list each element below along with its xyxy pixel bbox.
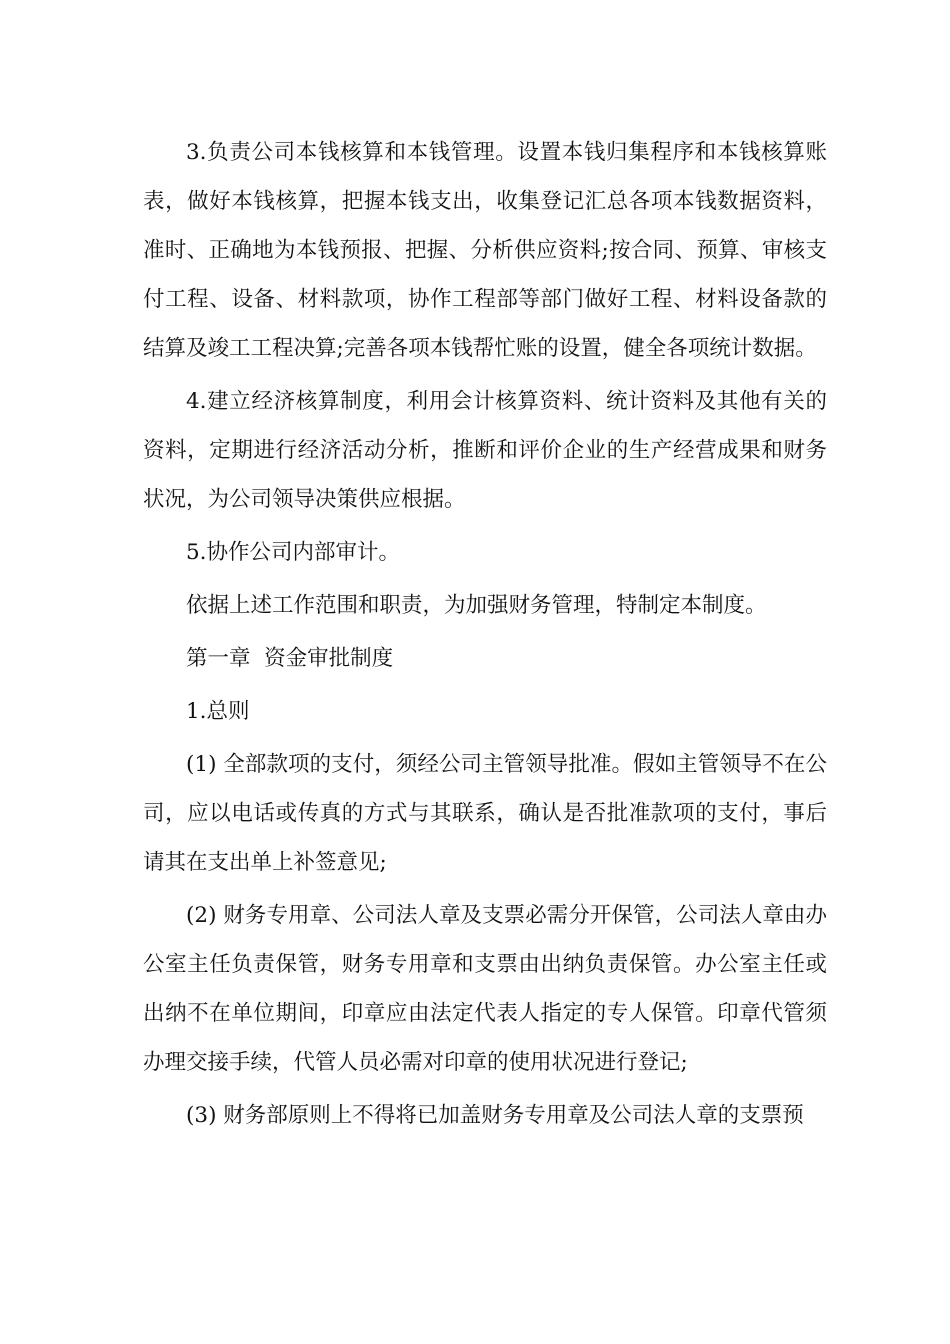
paragraph-item-2: (2) 财务专用章、公司法人章及支票必需分开保管，公司法人章由办公室主任负责保管，财务专用章和支票由出纳负责保管。办公室主任或出纳不在单位期间，印章应由法定代表人指定的专人保管。印章代管须办理交接手续，代管人员必需对印章的使用状况进行登记; (143, 903, 827, 1075)
chapter-heading: 第一章 资金审批制度 (186, 646, 394, 671)
paragraph-purpose: 依据上述工作范围和职责，为加强财务管理，特制定本制度。 (186, 593, 767, 618)
document-body (143, 128, 827, 1140)
paragraph-item-1: (1) 全部款项的支付，须经公司主管领导批准。假如主管领导不在公司，应以电话或传真的方式与其联系，确认是否批准款项的支付，事后请其在支出单上补签意见; (143, 752, 827, 875)
paragraph-internal-audit: 5.协作公司内部审计。 (186, 540, 401, 565)
paragraph-economic-accounting: 4.建立经济核算制度，利用会计核算资料、统计资料及其他有关的资料，定期进行经济活动分析，推断和评价企业的生产经营成果和财务状况，为公司领导决策供应根据。 (143, 389, 827, 512)
section-heading: 1.总则 (186, 699, 250, 724)
paragraph-item-3: (3) 财务部原则上不得将已加盖财务专用章及公司法人章的支票预 (186, 1103, 804, 1128)
paragraph-cost-accounting: 3.负责公司本钱核算和本钱管理。设置本钱归集程序和本钱核算账表，做好本钱核算，把握本钱支出，收集登记汇总各项本钱数据资料，准时、正确地为本钱预报、把握、分析供应资料;按合同、预算、审核支付工程、设备、材料款项，协作工程部等部门做好工程、材料设备款的结算及竣工工程决算;完善各项本钱帮忙账的设置，健全各项统计数据。 (143, 140, 827, 361)
